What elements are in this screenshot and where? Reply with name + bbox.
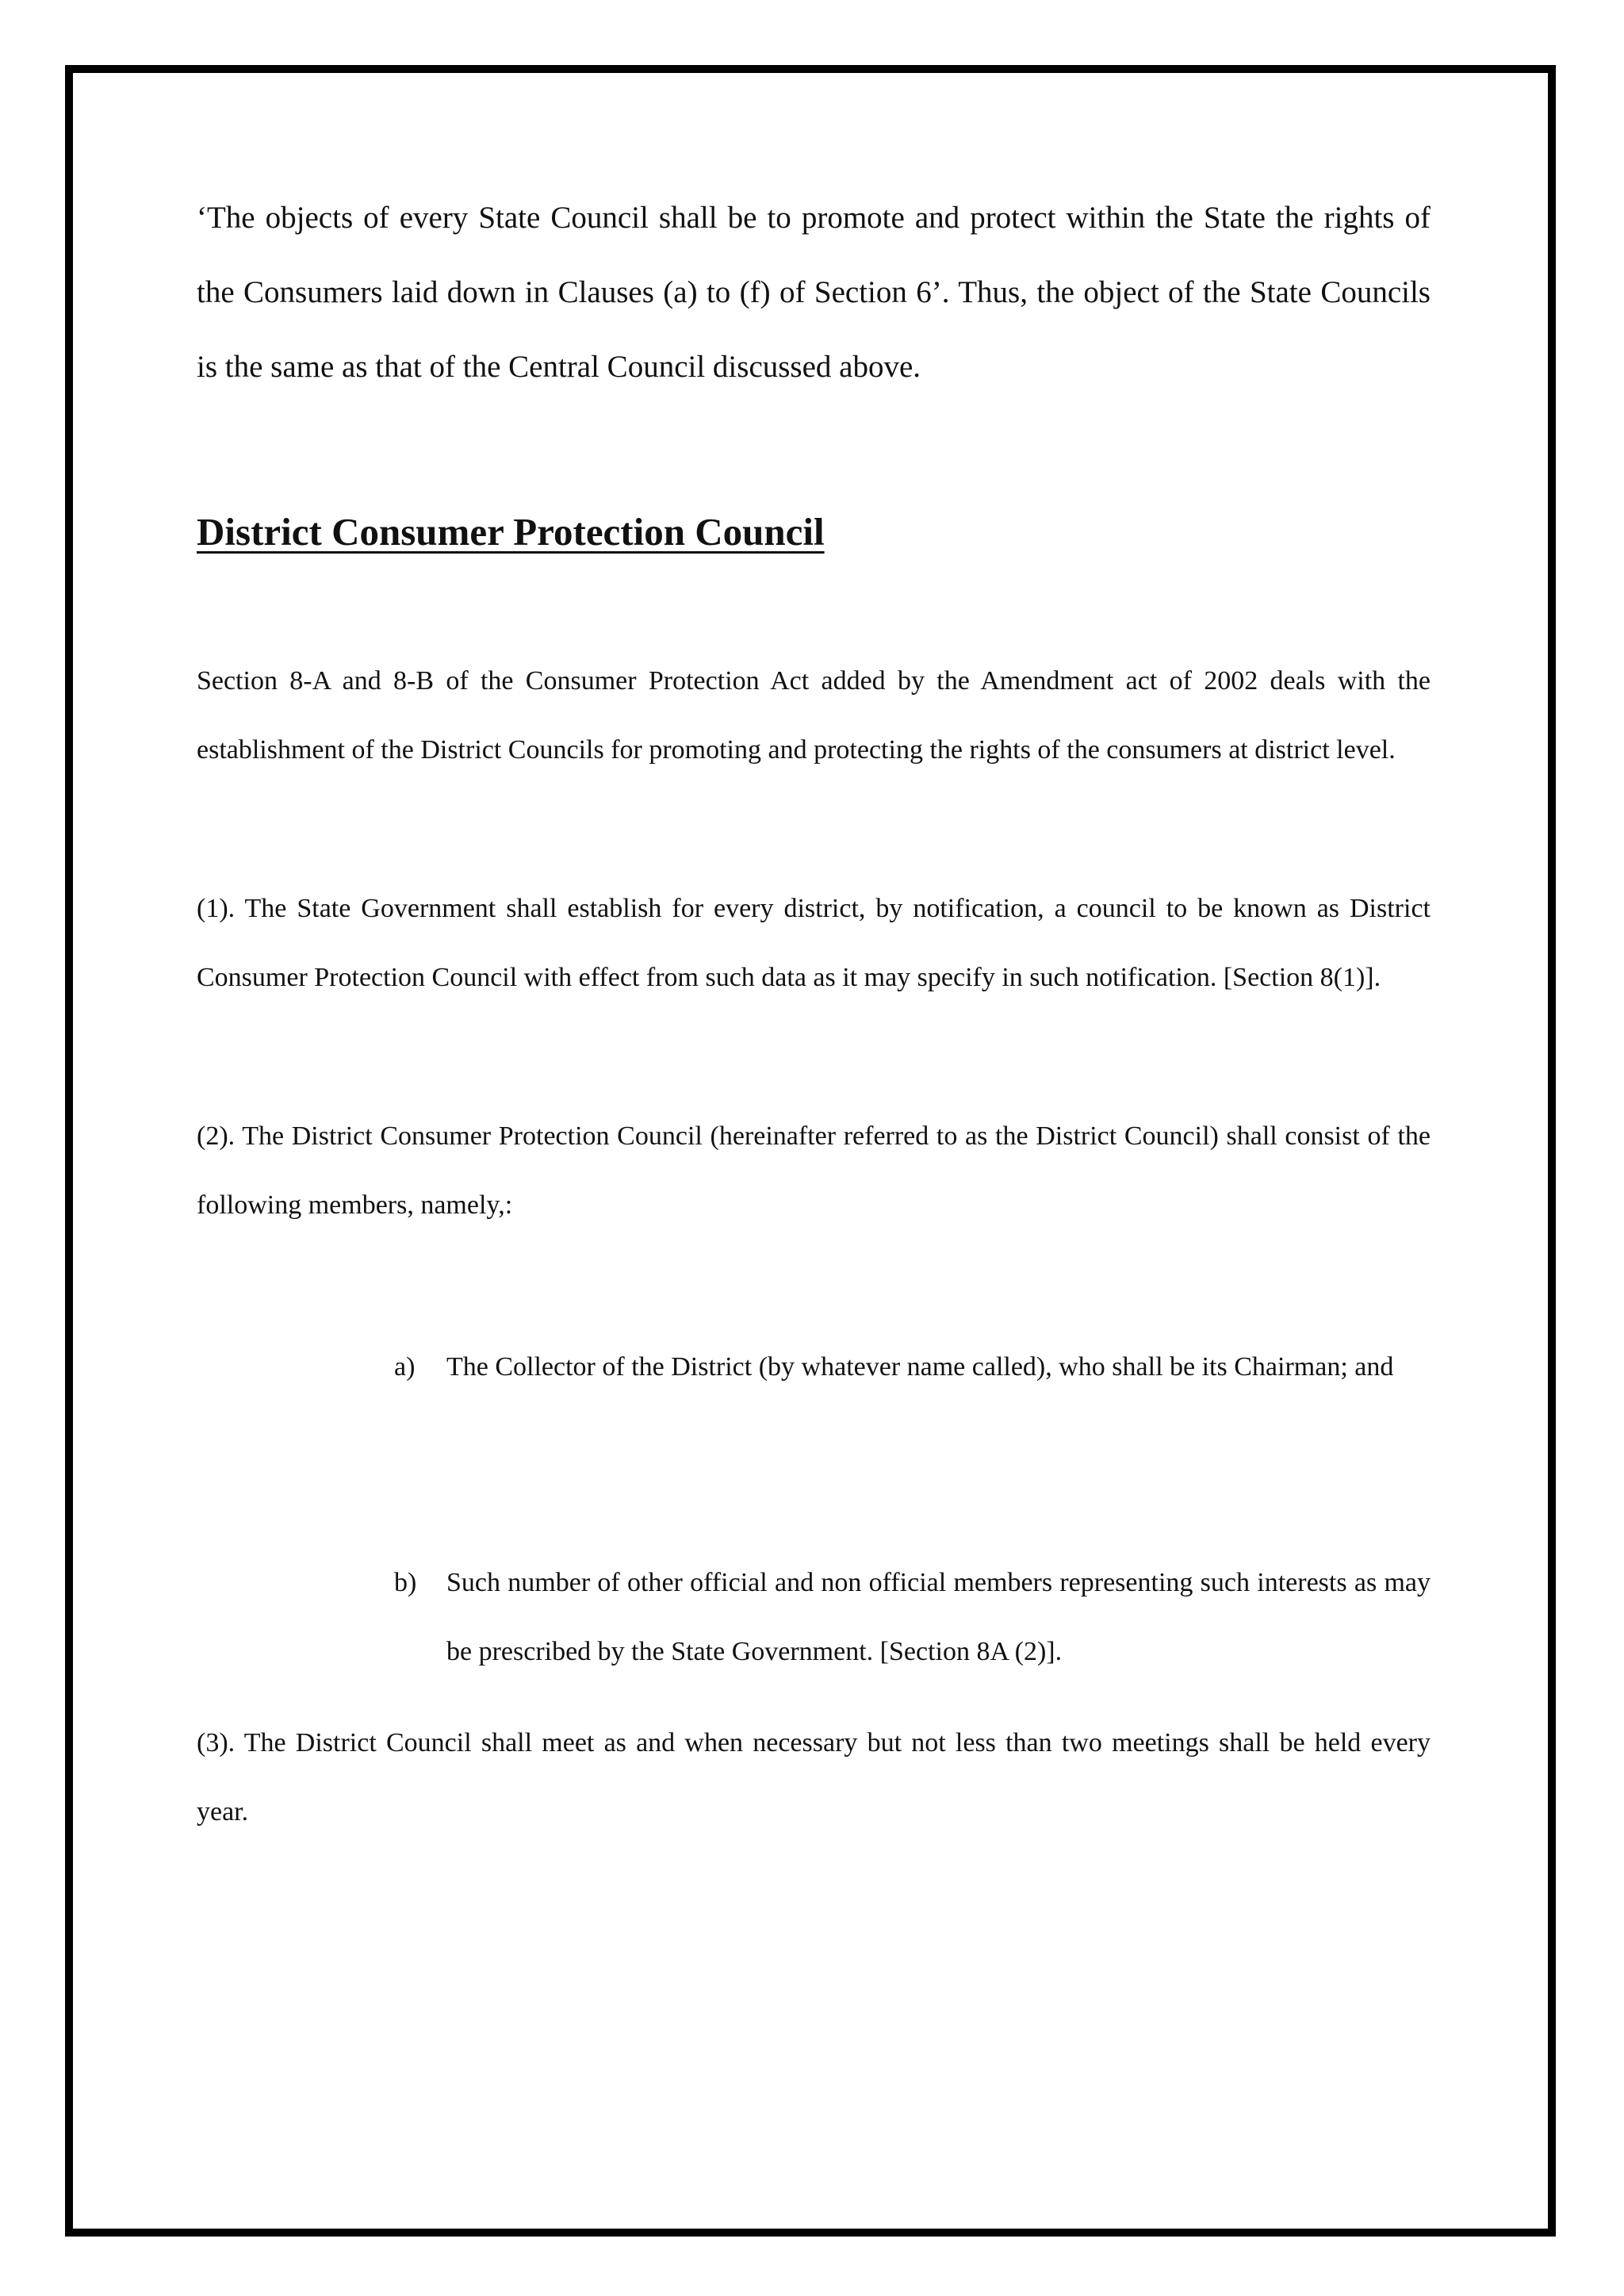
- list-marker: a): [394, 1352, 416, 1382]
- clause-1-block: [197, 874, 1431, 1012]
- list-marker: b): [394, 1568, 417, 1597]
- intro-paragraph: ‘The objects of every State Council shall be to promote and protect within the State the rights of the Consumers laid down in Clauses (a) to (f) of Section 6’. Thus, the object of the State Councils is the same as that of the Central Council discussed above.: [197, 201, 1431, 384]
- list-item-a: [394, 1332, 1431, 1401]
- intro-block: [197, 181, 1431, 404]
- section-intro-paragraph: Section 8-A and 8-B of the Consumer Protection Act added by the Amendment act of 2002 deals with the establishment of the District Councils for promoting and protecting the rights of the consumers at district level.: [197, 666, 1431, 765]
- list-item-text: The Collector of the District (by whatever name called), who shall be its Chairman; and: [446, 1352, 1394, 1382]
- list-item-b: [394, 1548, 1431, 1686]
- clause-3-paragraph: (3). The District Council shall meet as and when necessary but not less than two meetings shall be held every year.: [197, 1728, 1431, 1826]
- clause-1-paragraph: (1). The State Government shall establish for every district, by notification, a council to be known as District Consumer Protection Council with effect from such data as it may specify in such notification. [Section 8(1)].: [197, 894, 1431, 992]
- section-intro-block: [197, 646, 1431, 784]
- clause-3-block: [197, 1708, 1431, 1846]
- clause-2-paragraph: (2). The District Consumer Protection Council (hereinafter referred to as the District Council) shall consist of the following members, namely,:: [197, 1121, 1431, 1220]
- list-item-text: Such number of other official and non official members representing such interests as may be prescribed by the State Government. [Section 8A (2)].: [446, 1568, 1431, 1666]
- clause-2-block: [197, 1102, 1431, 1240]
- section-heading: District Consumer Protection Council: [197, 510, 825, 554]
